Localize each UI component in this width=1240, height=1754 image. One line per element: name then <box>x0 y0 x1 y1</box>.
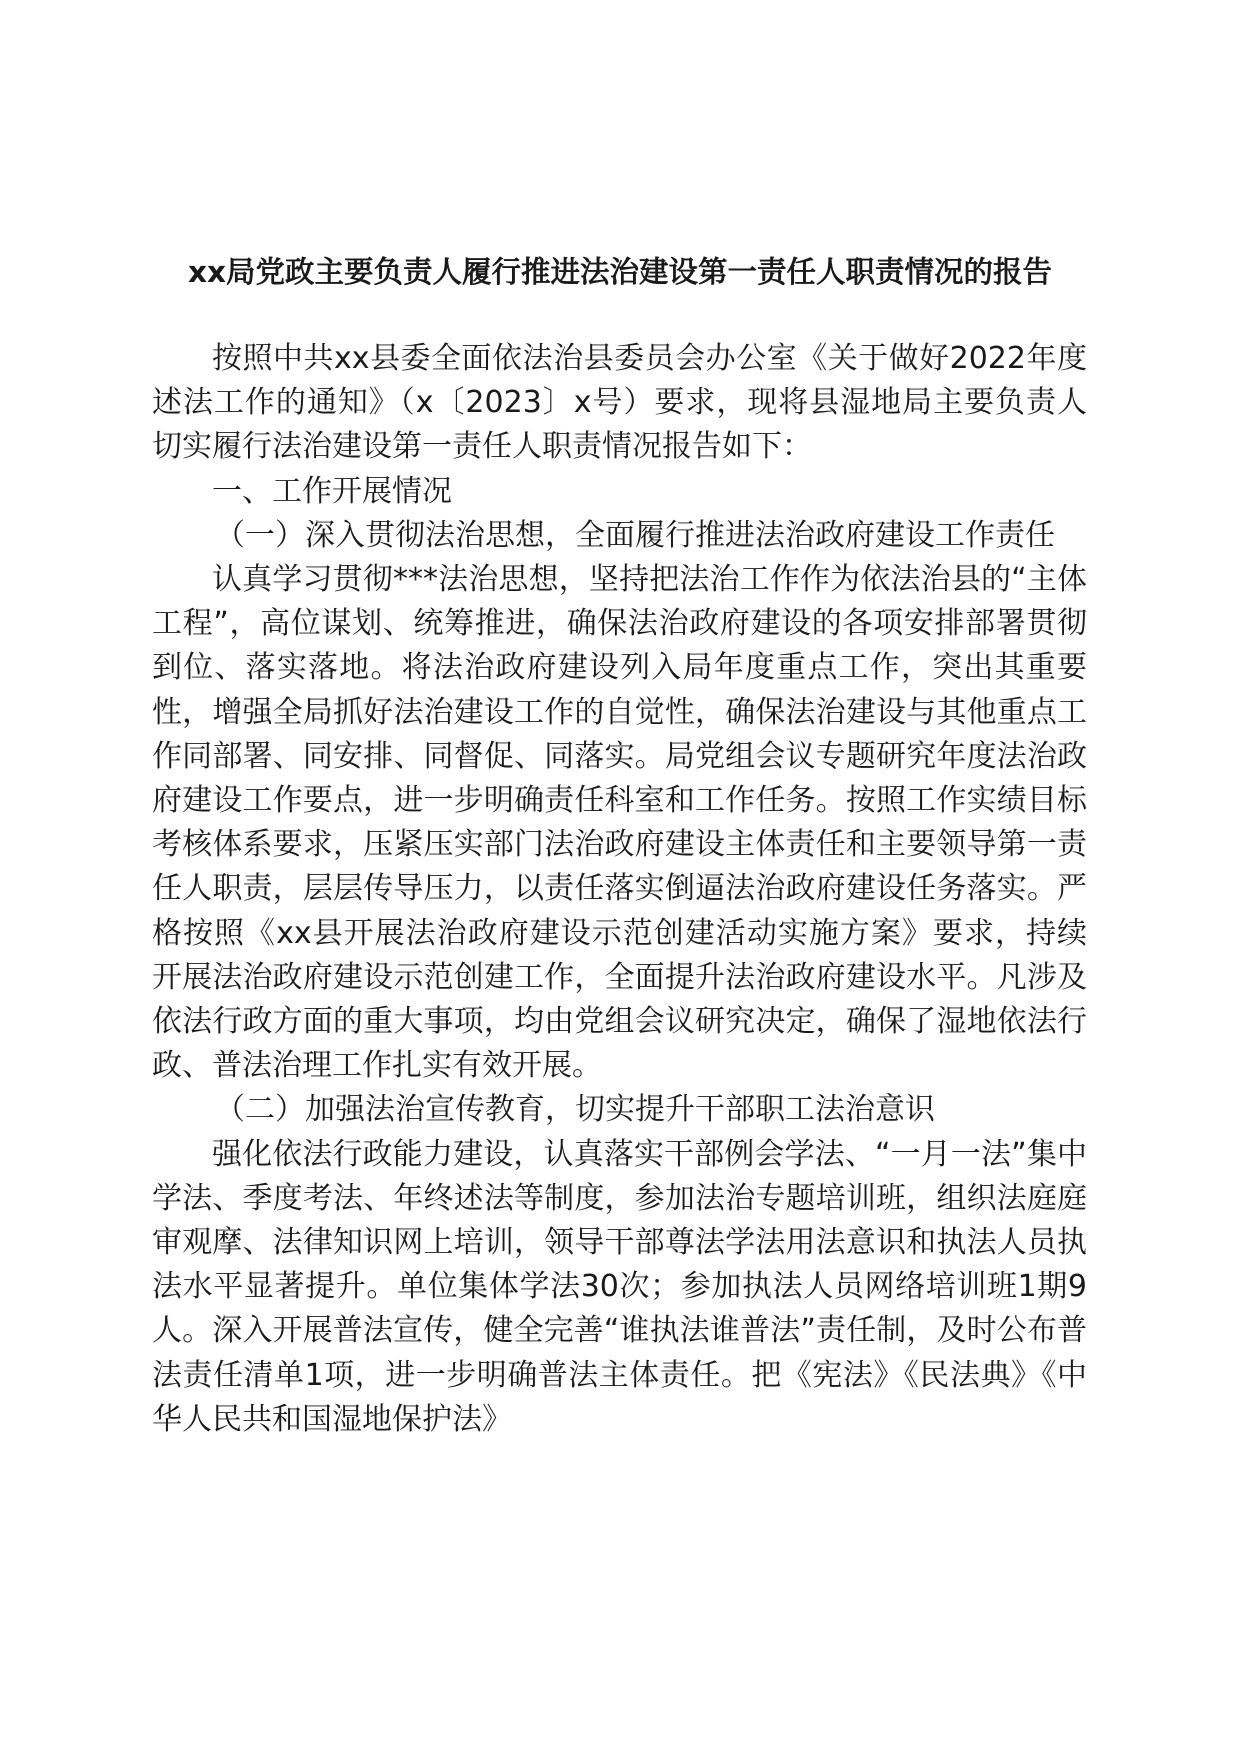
section-heading-1: 一、工作开展情况 <box>212 473 452 509</box>
paragraph-subsection-2: 强化依法行政能力建设，认真落实干部例会学法、“一月一法”集中学法、季度考法、年终述法等制度，参加法治专题培训班，组织法庭庭审观摩、法律知识网上培训，领导干部尊法学法用法意识和执法人员执法水平显著提升。单位集体学法30次；参加执法人员网络培训班1期9人。深入开展普法宣传，健全完善“谁执法谁普法”责任制，及时公布普法责任清单1项，进一步明确普法主体责任。把《宪法》《民法典》《中华人民共和国湿地保护法》 <box>152 1136 1087 1437</box>
document-title: xx局党政主要负责人履行推进法治建设第一责任人职责情况的报告 <box>187 255 1053 289</box>
paragraph-subsection-1: 认真学习贯彻***法治思想，坚持把法治工作作为依法治县的“主体工程”，高位谋划、统筹推进，确保法治政府建设的各项安排部署贯彻到位、落实落地。将法治政府建设列入局年度重点工作，突出其重要性，增强全局抓好法治建设工作的自觉性，确保法治建设与其他重点工作同部署、同安排、同督促、同落实。局党组会议专题研究年度法治政府建设工作要点，进一步明确责任科室和工作任务。按照工作实绩目标考核体系要求，压紧压实部门法治政府建设主体责任和主要领导第一责任人职责，层层传导压力，以责任落实倒逼法治政府建设任务落实。严格按照《xx县开展法治政府建设示范创建活动实施方案》要求，持续开展法治政府建设示范创建工作，全面提升法治政府建设水平。凡涉及依法行政方面的重大事项，均由党组会议研究决定，确保了湿地依法行政、普法治理工作扎实有效开展。 <box>152 562 1087 1084</box>
document-body <box>152 337 1087 1442</box>
subsection-heading-2: （二）加强法治宣传教育，切实提升干部职工法治意识 <box>215 1092 935 1128</box>
paragraph-intro: 按照中共xx县委全面依法治县委员会办公室《关于做好2022年度述法工作的通知》（x〔2023〕x号）要求，现将县湿地局主要负责人切实履行法治建设第一责任人职责情况报告如下： <box>152 341 1087 465</box>
subsection-heading-1: （一）深入贯彻法治思想，全面履行推进法治政府建设工作责任 <box>215 517 1055 553</box>
